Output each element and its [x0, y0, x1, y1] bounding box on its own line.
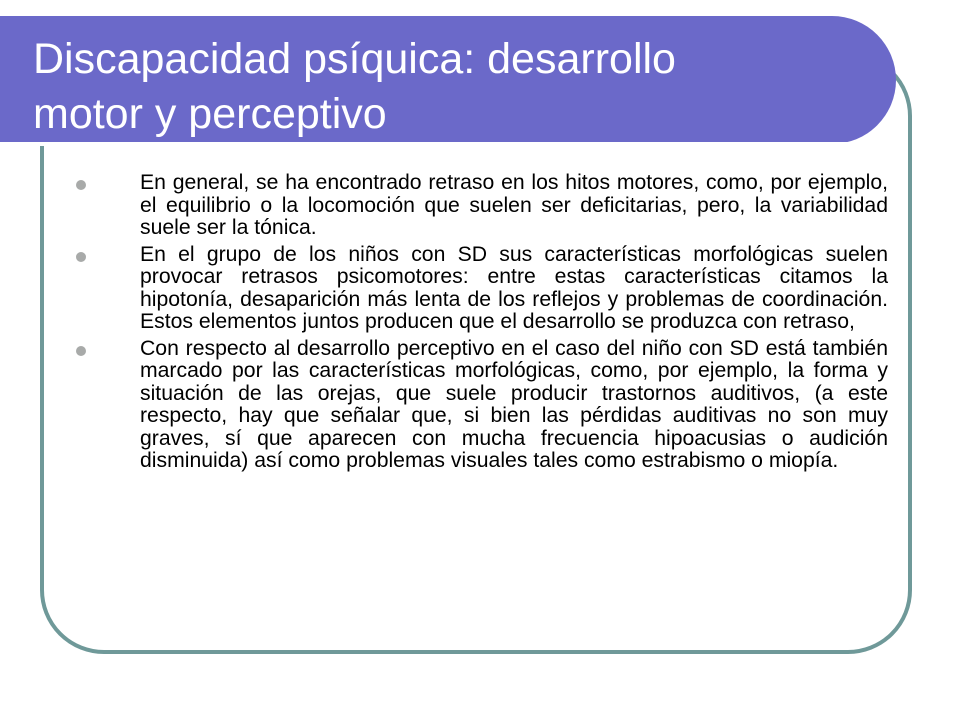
title-underline	[0, 142, 848, 146]
bullet-item	[76, 244, 888, 334]
slide-title	[33, 32, 873, 142]
bullet-dot-icon	[76, 346, 86, 356]
bullet-text: Con respecto al desarrollo perceptivo en el caso del niño con SD está también marcado por las características morfológicas, como, por ejemplo, la forma y situación de las orejas, que suele producir trastornos auditivos, (a este respecto, hay que señalar que, si bien las pérdidas auditivas no son muy graves, sí que aparecen con mucha frecuencia hipoacusias o audición disminuida) así como problemas visuales tales como estrabismo o miopía.	[140, 336, 888, 472]
bullet-dot-icon	[76, 252, 86, 262]
title-line-2: motor y perceptivo	[33, 90, 387, 138]
bullet-item	[76, 172, 888, 240]
title-bar	[0, 16, 896, 144]
bullet-dot-icon	[76, 180, 86, 190]
bullet-list	[76, 172, 888, 477]
bullet-text: En general, se ha encontrado retraso en los hitos motores, como, por ejemplo, el equilibrio o la locomoción que suelen ser deficitarias, pero, la variabilidad suele ser la tónica.	[140, 171, 888, 239]
bullet-item	[76, 338, 888, 473]
bullet-text: En el grupo de los niños con SD sus características morfológicas suelen provocar retrasos psicomotores: entre estas características citamos la hipotonía, desaparición más lenta de los reflejos y problemas de coordinación. Estos elementos juntos producen que el desarrollo se produzca con retraso,	[140, 242, 888, 333]
title-line-1: Discapacidad psíquica: desarrollo	[33, 35, 676, 83]
